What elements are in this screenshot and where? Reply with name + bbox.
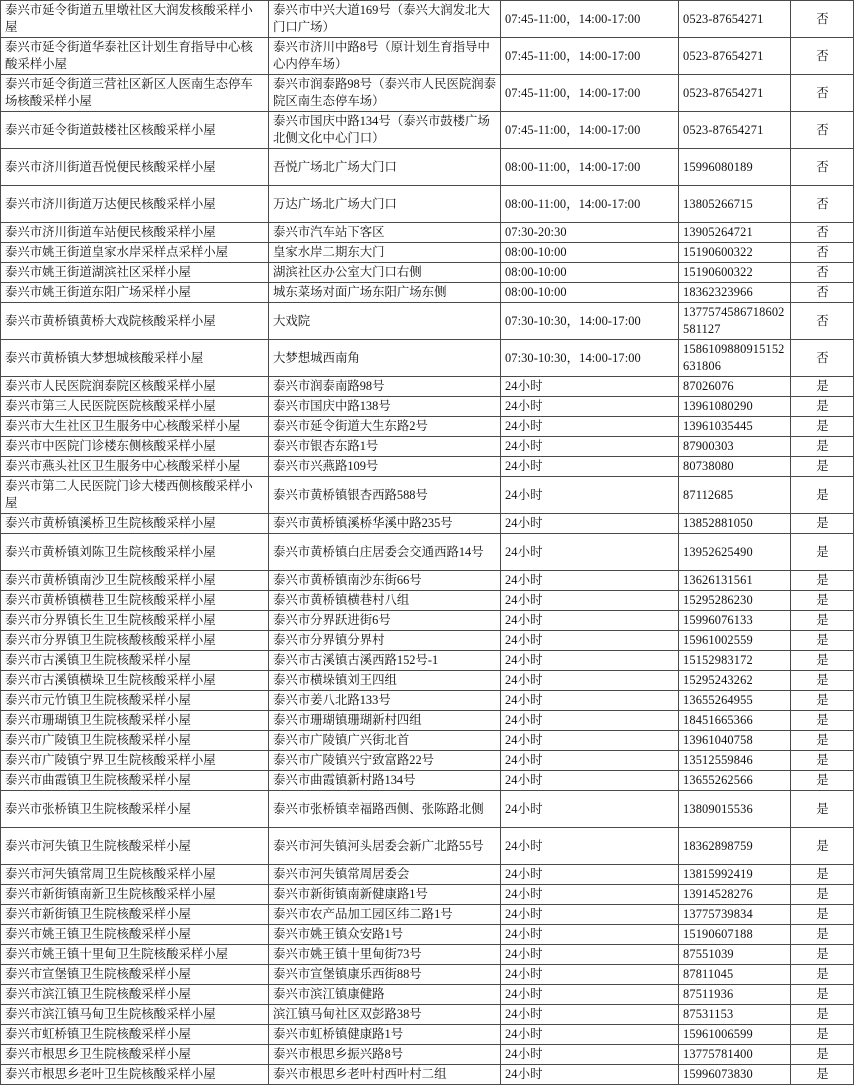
table-row [1, 283, 854, 303]
service-hours-cell: 24小时 [501, 945, 679, 965]
contact-phone-cell: 87511936 [679, 985, 791, 1005]
table-row [1, 1065, 854, 1085]
contact-phone-cell: 13815992419 [679, 865, 791, 885]
service-hours-cell: 24小时 [501, 397, 679, 417]
contact-phone-cell: 87112685 [679, 477, 791, 514]
service-hours-cell: 24小时 [501, 1025, 679, 1045]
site-address-cell: 泰兴市银杏东路1号 [269, 437, 501, 457]
service-hours-cell: 07:45-11:00，14:00-17:00 [501, 1, 679, 38]
site-name-cell: 泰兴市姚王街道湖滨社区采样小屋 [1, 263, 269, 283]
site-name-cell: 泰兴市姚王镇卫生院核酸采样小屋 [1, 925, 269, 945]
open-24h-cell: 是 [791, 751, 854, 771]
service-hours-cell: 08:00-11:00，14:00-17:00 [501, 149, 679, 186]
service-hours-cell: 24小时 [501, 377, 679, 397]
table-row [1, 791, 854, 828]
site-address-cell: 滨江镇马甸社区双彭路38号 [269, 1005, 501, 1025]
contact-phone-cell: 15996073830 [679, 1065, 791, 1085]
service-hours-cell: 24小时 [501, 611, 679, 631]
table-row [1, 223, 854, 243]
open-24h-cell: 是 [791, 771, 854, 791]
site-address-cell: 泰兴市虹桥镇健康路1号 [269, 1025, 501, 1045]
open-24h-cell: 是 [791, 397, 854, 417]
open-24h-cell: 否 [791, 263, 854, 283]
table-row [1, 397, 854, 417]
site-name-cell: 泰兴市根思乡老叶卫生院核酸采样小屋 [1, 1065, 269, 1085]
service-hours-cell: 24小时 [501, 711, 679, 731]
contact-phone-cell: 15996080189 [679, 149, 791, 186]
site-name-cell: 泰兴市珊瑚镇卫生院核酸采样小屋 [1, 711, 269, 731]
site-address-cell: 泰兴市汽车站下客区 [269, 223, 501, 243]
site-address-cell: 泰兴市黄桥镇银杏西路588号 [269, 477, 501, 514]
site-address-cell: 泰兴市张桥镇幸福路西侧、张陈路北侧 [269, 791, 501, 828]
contact-phone-cell: 0523-87654271 [679, 1, 791, 38]
contact-phone-cell: 0523-87654271 [679, 75, 791, 112]
site-name-cell: 泰兴市第二人民医院门诊大楼西侧核酸采样小屋 [1, 477, 269, 514]
service-hours-cell: 24小时 [501, 651, 679, 671]
site-address-cell: 泰兴市黄桥镇白庄居委会交通西路14号 [269, 534, 501, 571]
site-address-cell: 泰兴市广陵镇兴宁致富路22号 [269, 751, 501, 771]
table-row [1, 671, 854, 691]
open-24h-cell: 是 [791, 965, 854, 985]
site-name-cell: 泰兴市延令街道三营社区新区人医南生态停车场核酸采样小屋 [1, 75, 269, 112]
table-row [1, 925, 854, 945]
site-address-cell: 泰兴市根思乡老叶村西叶村二组 [269, 1065, 501, 1085]
table-row [1, 691, 854, 711]
site-address-cell: 泰兴市润泰路98号（泰兴市人民医院润泰院区南生态停车场） [269, 75, 501, 112]
open-24h-cell: 是 [791, 828, 854, 865]
contact-phone-cell: 87811045 [679, 965, 791, 985]
contact-phone-cell: 15996076133 [679, 611, 791, 631]
service-hours-cell: 24小时 [501, 477, 679, 514]
site-name-cell: 泰兴市河失镇卫生院核酸采样小屋 [1, 828, 269, 865]
contact-phone-cell: 13905264721 [679, 223, 791, 243]
open-24h-cell: 是 [791, 711, 854, 731]
open-24h-cell: 是 [791, 691, 854, 711]
open-24h-cell: 是 [791, 791, 854, 828]
contact-phone-cell: 13961080290 [679, 397, 791, 417]
site-name-cell: 泰兴市新街镇卫生院核酸采样小屋 [1, 905, 269, 925]
table-row [1, 945, 854, 965]
site-name-cell: 泰兴市古溪镇横垛卫生院核酸采样小屋 [1, 671, 269, 691]
service-hours-cell: 24小时 [501, 751, 679, 771]
open-24h-cell: 否 [791, 186, 854, 223]
table-row [1, 243, 854, 263]
open-24h-cell: 是 [791, 1065, 854, 1085]
site-address-cell: 泰兴市河失镇河头居委会新广北路55号 [269, 828, 501, 865]
table-row [1, 340, 854, 377]
open-24h-cell: 否 [791, 340, 854, 377]
site-name-cell: 泰兴市第三人民医院医院核酸采样小屋 [1, 397, 269, 417]
open-24h-cell: 是 [791, 885, 854, 905]
table-row [1, 112, 854, 149]
service-hours-cell: 08:00-10:00 [501, 283, 679, 303]
contact-phone-cell: 13805266715 [679, 186, 791, 223]
service-hours-cell: 07:30-10:30，14:00-17:00 [501, 303, 679, 340]
service-hours-cell: 24小时 [501, 631, 679, 651]
site-name-cell: 泰兴市延令街道鼓楼社区核酸采样小屋 [1, 112, 269, 149]
open-24h-cell: 是 [791, 377, 854, 397]
table-row [1, 534, 854, 571]
service-hours-cell: 24小时 [501, 771, 679, 791]
service-hours-cell: 24小时 [501, 985, 679, 1005]
table-row [1, 437, 854, 457]
service-hours-cell: 07:45-11:00，14:00-17:00 [501, 112, 679, 149]
contact-phone-cell: 15295243262 [679, 671, 791, 691]
table-row [1, 1025, 854, 1045]
table-row [1, 149, 854, 186]
site-name-cell: 泰兴市姚王街道皇家水岸采样点采样小屋 [1, 243, 269, 263]
site-address-cell: 泰兴市河失镇常周居委会 [269, 865, 501, 885]
open-24h-cell: 否 [791, 112, 854, 149]
site-name-cell: 泰兴市广陵镇卫生院核酸采样小屋 [1, 731, 269, 751]
contact-phone-cell: 13914528276 [679, 885, 791, 905]
site-address-cell: 泰兴市国庆中路138号 [269, 397, 501, 417]
site-address-cell: 皇家水岸二期东大门 [269, 243, 501, 263]
table-row [1, 571, 854, 591]
table-row [1, 457, 854, 477]
site-name-cell: 泰兴市大生社区卫生服务中心核酸采样小屋 [1, 417, 269, 437]
service-hours-cell: 24小时 [501, 671, 679, 691]
site-address-cell: 泰兴市国庆中路134号（泰兴市鼓楼广场北侧文化中心门口） [269, 112, 501, 149]
open-24h-cell: 是 [791, 1005, 854, 1025]
site-address-cell: 泰兴市润泰南路98号 [269, 377, 501, 397]
contact-phone-cell: 13655264955 [679, 691, 791, 711]
service-hours-cell: 24小时 [501, 591, 679, 611]
table-row [1, 631, 854, 651]
open-24h-cell: 否 [791, 1, 854, 38]
open-24h-cell: 是 [791, 671, 854, 691]
contact-phone-cell: 15152983172 [679, 651, 791, 671]
site-address-cell: 泰兴市延令街道大生东路2号 [269, 417, 501, 437]
contact-phone-cell: 80738080 [679, 457, 791, 477]
contact-phone-cell: 87900303 [679, 437, 791, 457]
table-row [1, 771, 854, 791]
service-hours-cell: 24小时 [501, 925, 679, 945]
contact-phone-cell: 13512559846 [679, 751, 791, 771]
site-name-cell: 泰兴市燕头社区卫生服务中心核酸采样小屋 [1, 457, 269, 477]
table-row [1, 965, 854, 985]
service-hours-cell: 24小时 [501, 828, 679, 865]
table-row [1, 591, 854, 611]
site-name-cell: 泰兴市济川街道万达便民核酸采样小屋 [1, 186, 269, 223]
site-name-cell: 泰兴市广陵镇宁界卫生院核酸采样小屋 [1, 751, 269, 771]
site-name-cell: 泰兴市滨江镇卫生院核酸采样小屋 [1, 985, 269, 1005]
service-hours-cell: 08:00-10:00 [501, 263, 679, 283]
table-row [1, 377, 854, 397]
table-row [1, 985, 854, 1005]
table-row [1, 885, 854, 905]
site-address-cell: 大戏院 [269, 303, 501, 340]
site-address-cell: 万达广场北广场大门口 [269, 186, 501, 223]
service-hours-cell: 24小时 [501, 437, 679, 457]
site-address-cell: 泰兴市横垛镇刘王四组 [269, 671, 501, 691]
site-name-cell: 泰兴市延令街道五里墩社区大润发核酸采样小屋 [1, 1, 269, 38]
contact-phone-cell: 18362323966 [679, 283, 791, 303]
table-row [1, 477, 854, 514]
contact-phone-cell: 1377574586718602581127 [679, 303, 791, 340]
service-hours-cell: 24小时 [501, 731, 679, 751]
contact-phone-cell: 87551039 [679, 945, 791, 965]
service-hours-cell: 24小时 [501, 514, 679, 534]
open-24h-cell: 否 [791, 223, 854, 243]
contact-phone-cell: 13961035445 [679, 417, 791, 437]
open-24h-cell: 是 [791, 925, 854, 945]
site-name-cell: 泰兴市济川街道车站便民核酸采样小屋 [1, 223, 269, 243]
contact-phone-cell: 13809015536 [679, 791, 791, 828]
site-address-cell: 吾悦广场北广场大门口 [269, 149, 501, 186]
site-address-cell: 泰兴市姚王镇十里甸街73号 [269, 945, 501, 965]
table-row [1, 186, 854, 223]
site-name-cell: 泰兴市中医院门诊楼东侧核酸采样小屋 [1, 437, 269, 457]
open-24h-cell: 是 [791, 865, 854, 885]
contact-phone-cell: 87026076 [679, 377, 791, 397]
table-row [1, 651, 854, 671]
open-24h-cell: 是 [791, 945, 854, 965]
open-24h-cell: 是 [791, 631, 854, 651]
service-hours-cell: 24小时 [501, 457, 679, 477]
table-row [1, 303, 854, 340]
service-hours-cell: 24小时 [501, 791, 679, 828]
open-24h-cell: 是 [791, 591, 854, 611]
site-name-cell: 泰兴市根思乡卫生院核酸采样小屋 [1, 1045, 269, 1065]
open-24h-cell: 是 [791, 1025, 854, 1045]
contact-phone-cell: 18362898759 [679, 828, 791, 865]
site-address-cell: 泰兴市济川中路8号（原计划生育指导中心内停车场） [269, 38, 501, 75]
contact-phone-cell: 13852881050 [679, 514, 791, 534]
site-name-cell: 泰兴市曲霞镇卫生院核酸采样小屋 [1, 771, 269, 791]
open-24h-cell: 否 [791, 38, 854, 75]
site-name-cell: 泰兴市济川街道吾悦便民核酸采样小屋 [1, 149, 269, 186]
site-name-cell: 泰兴市古溪镇卫生院核酸采样小屋 [1, 651, 269, 671]
service-hours-cell: 24小时 [501, 1065, 679, 1085]
site-name-cell: 泰兴市延令街道华泰社区计划生育指导中心核酸采样小屋 [1, 38, 269, 75]
contact-phone-cell: 15190607188 [679, 925, 791, 945]
contact-phone-cell: 1586109880915152631806 [679, 340, 791, 377]
service-hours-cell: 08:00-11:00，14:00-17:00 [501, 186, 679, 223]
table-row [1, 611, 854, 631]
service-hours-cell: 24小时 [501, 1005, 679, 1025]
service-hours-cell: 07:30-10:30，14:00-17:00 [501, 340, 679, 377]
contact-phone-cell: 15961002559 [679, 631, 791, 651]
open-24h-cell: 是 [791, 1045, 854, 1065]
site-address-cell: 泰兴市古溪镇古溪西路152号-1 [269, 651, 501, 671]
service-hours-cell: 24小时 [501, 905, 679, 925]
open-24h-cell: 否 [791, 149, 854, 186]
site-address-cell: 泰兴市曲霞镇新村路134号 [269, 771, 501, 791]
open-24h-cell: 是 [791, 651, 854, 671]
open-24h-cell: 是 [791, 437, 854, 457]
contact-phone-cell: 13775739834 [679, 905, 791, 925]
open-24h-cell: 是 [791, 514, 854, 534]
contact-phone-cell: 13775781400 [679, 1045, 791, 1065]
table-row [1, 1045, 854, 1065]
contact-phone-cell: 15190600322 [679, 263, 791, 283]
table-row [1, 417, 854, 437]
service-hours-cell: 24小时 [501, 965, 679, 985]
contact-phone-cell: 0523-87654271 [679, 38, 791, 75]
site-name-cell: 泰兴市姚王街道东阳广场采样小屋 [1, 283, 269, 303]
contact-phone-cell: 15190600322 [679, 243, 791, 263]
site-address-cell: 城东菜场对面广场东阳广场东侧 [269, 283, 501, 303]
site-name-cell: 泰兴市黄桥镇溪桥卫生院核酸采样小屋 [1, 514, 269, 534]
site-address-cell: 泰兴市黄桥镇溪桥华溪中路235号 [269, 514, 501, 534]
contact-phone-cell: 15961006599 [679, 1025, 791, 1045]
site-name-cell: 泰兴市滨江镇马甸卫生院核酸采样小屋 [1, 1005, 269, 1025]
open-24h-cell: 是 [791, 731, 854, 751]
site-name-cell: 泰兴市分界镇卫生院核酸核酸采样小屋 [1, 631, 269, 651]
open-24h-cell: 是 [791, 534, 854, 571]
site-address-cell: 泰兴市姚王镇众安路1号 [269, 925, 501, 945]
contact-phone-cell: 87531153 [679, 1005, 791, 1025]
site-address-cell: 泰兴市分界镇分界村 [269, 631, 501, 651]
site-address-cell: 泰兴市滨江镇康健路 [269, 985, 501, 1005]
service-hours-cell: 07:45-11:00，14:00-17:00 [501, 38, 679, 75]
open-24h-cell: 是 [791, 417, 854, 437]
service-hours-cell: 24小时 [501, 417, 679, 437]
site-address-cell: 泰兴市新街镇南新健康路1号 [269, 885, 501, 905]
contact-phone-cell: 13952625490 [679, 534, 791, 571]
table-row [1, 1005, 854, 1025]
table-row [1, 75, 854, 112]
service-hours-cell: 07:45-11:00，14:00-17:00 [501, 75, 679, 112]
service-hours-cell: 24小时 [501, 534, 679, 571]
open-24h-cell: 否 [791, 75, 854, 112]
service-hours-cell: 08:00-10:00 [501, 243, 679, 263]
site-name-cell: 泰兴市黄桥镇横巷卫生院核酸采样小屋 [1, 591, 269, 611]
table-row [1, 514, 854, 534]
site-address-cell: 泰兴市农产品加工园区纬二路1号 [269, 905, 501, 925]
site-name-cell: 泰兴市分界镇长生卫生院核酸采样小屋 [1, 611, 269, 631]
open-24h-cell: 否 [791, 243, 854, 263]
table-row [1, 828, 854, 865]
site-address-cell: 泰兴市分界跃进街6号 [269, 611, 501, 631]
site-address-cell: 泰兴市广陵镇广兴街北首 [269, 731, 501, 751]
open-24h-cell: 是 [791, 985, 854, 1005]
site-address-cell: 泰兴市黄桥镇横巷村八组 [269, 591, 501, 611]
contact-phone-cell: 13655262566 [679, 771, 791, 791]
open-24h-cell: 否 [791, 303, 854, 340]
contact-phone-cell: 13961040758 [679, 731, 791, 751]
open-24h-cell: 是 [791, 571, 854, 591]
site-address-cell: 泰兴市根思乡振兴路8号 [269, 1045, 501, 1065]
site-name-cell: 泰兴市黄桥镇刘陈卫生院核酸采样小屋 [1, 534, 269, 571]
open-24h-cell: 是 [791, 905, 854, 925]
service-hours-cell: 24小时 [501, 1045, 679, 1065]
site-name-cell: 泰兴市黄桥镇南沙卫生院核酸采样小屋 [1, 571, 269, 591]
site-name-cell: 泰兴市黄桥镇大梦想城核酸采样小屋 [1, 340, 269, 377]
site-address-cell: 泰兴市姜八北路133号 [269, 691, 501, 711]
site-name-cell: 泰兴市姚王镇十里甸卫生院核酸采样小屋 [1, 945, 269, 965]
open-24h-cell: 是 [791, 457, 854, 477]
table-row [1, 38, 854, 75]
site-name-cell: 泰兴市河失镇常周卫生院核酸采样小屋 [1, 865, 269, 885]
site-name-cell: 泰兴市新街镇南新卫生院核酸采样小屋 [1, 885, 269, 905]
table-row [1, 1, 854, 38]
site-address-cell: 泰兴市宣堡镇康乐西街88号 [269, 965, 501, 985]
site-name-cell: 泰兴市人民医院润泰院区核酸采样小屋 [1, 377, 269, 397]
contact-phone-cell: 13626131561 [679, 571, 791, 591]
site-address-cell: 大梦想城西南角 [269, 340, 501, 377]
site-address-cell: 泰兴市珊瑚镇珊瑚新村四组 [269, 711, 501, 731]
site-name-cell: 泰兴市张桥镇卫生院核酸采样小屋 [1, 791, 269, 828]
contact-phone-cell: 18451665366 [679, 711, 791, 731]
table-row [1, 731, 854, 751]
site-address-cell: 湖滨社区办公室大门口右侧 [269, 263, 501, 283]
service-hours-cell: 07:30-20:30 [501, 223, 679, 243]
table-row [1, 751, 854, 771]
table-row [1, 711, 854, 731]
site-address-cell: 泰兴市兴燕路109号 [269, 457, 501, 477]
site-name-cell: 泰兴市宣堡镇卫生院核酸采样小屋 [1, 965, 269, 985]
contact-phone-cell: 15295286230 [679, 591, 791, 611]
service-hours-cell: 24小时 [501, 885, 679, 905]
site-address-cell: 泰兴市黄桥镇南沙东街66号 [269, 571, 501, 591]
table-row [1, 263, 854, 283]
site-name-cell: 泰兴市元竹镇卫生院核酸采样小屋 [1, 691, 269, 711]
table-row [1, 905, 854, 925]
open-24h-cell: 否 [791, 283, 854, 303]
contact-phone-cell: 0523-87654271 [679, 112, 791, 149]
site-address-cell: 泰兴市中兴大道169号（泰兴大润发北大门口广场） [269, 1, 501, 38]
table-row [1, 865, 854, 885]
site-name-cell: 泰兴市虹桥镇卫生院核酸采样小屋 [1, 1025, 269, 1045]
service-hours-cell: 24小时 [501, 865, 679, 885]
table-body [1, 1, 854, 1085]
open-24h-cell: 是 [791, 611, 854, 631]
site-name-cell: 泰兴市黄桥镇黄桥大戏院核酸采样小屋 [1, 303, 269, 340]
service-hours-cell: 24小时 [501, 571, 679, 591]
open-24h-cell: 是 [791, 477, 854, 514]
service-hours-cell: 24小时 [501, 691, 679, 711]
